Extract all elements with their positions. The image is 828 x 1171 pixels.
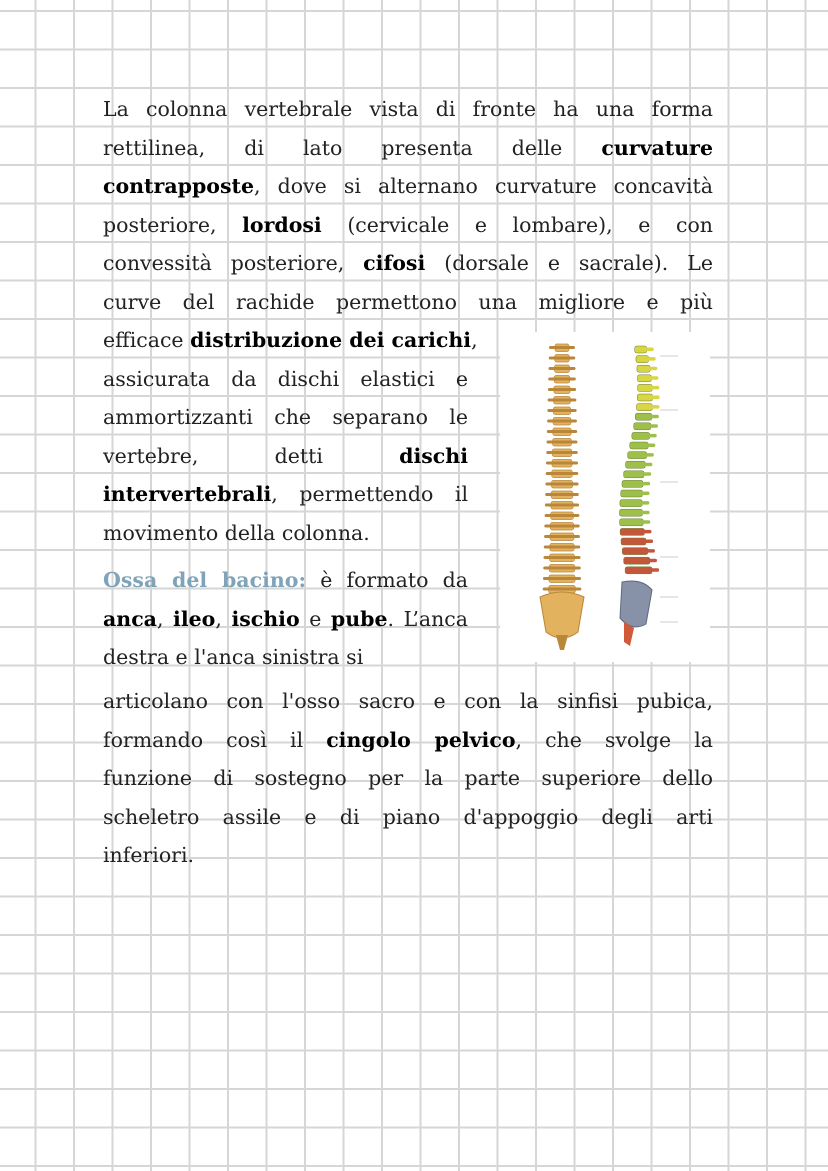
- vertebra-side: [625, 567, 652, 574]
- spinous-process: [650, 415, 659, 419]
- vertebra-side: [634, 423, 651, 430]
- spinous-process: [648, 434, 657, 438]
- vertebra-side: [624, 557, 650, 564]
- transverse-process: [543, 567, 581, 570]
- transverse-process: [544, 535, 580, 538]
- text-line: scheletro assile e di piano d'appoggio degli arti: [103, 804, 713, 829]
- spinous-process: [645, 348, 654, 352]
- text-line: posteriore, lordosi (cervicale e lombare), e con: [103, 212, 713, 237]
- side-view-spine: [620, 346, 678, 646]
- bold-term-lordosi: lordosi: [242, 212, 322, 237]
- transverse-process: [548, 399, 577, 402]
- spinous-process: [642, 472, 651, 476]
- spinous-process: [641, 482, 650, 486]
- bold-term-contrapposte: contrapposte: [103, 174, 255, 198]
- vertebra-side: [630, 442, 649, 449]
- vertebra-side: [622, 480, 643, 487]
- spinous-process: [643, 463, 652, 467]
- paragraph-spine: [103, 90, 713, 321]
- transverse-process: [546, 451, 578, 454]
- vertebra-side: [638, 384, 653, 391]
- transverse-process: [544, 546, 580, 549]
- spinous-process: [641, 520, 650, 524]
- spine-illustration-icon: [500, 332, 710, 662]
- vertebra-side: [632, 432, 650, 439]
- text-line: destra e l'anca sinistra si: [103, 645, 364, 669]
- vertebra-side: [637, 404, 653, 411]
- transverse-process: [545, 514, 580, 517]
- text-line: ammortizzanti che separano le: [103, 405, 468, 429]
- sacrum-side: [620, 581, 652, 627]
- text-line: Ossa del bacino: è formato da: [103, 568, 468, 592]
- vertebra-side: [620, 528, 644, 535]
- transverse-process: [546, 462, 578, 465]
- vertebra-side: [637, 375, 651, 382]
- transverse-process: [548, 378, 576, 381]
- sacrum: [540, 592, 584, 638]
- bold-term-anca: anca: [103, 606, 157, 631]
- transverse-process: [543, 588, 582, 591]
- bold-term-dischi: dischi: [399, 443, 468, 468]
- paragraph-pelvis: [103, 561, 468, 677]
- coccyx: [556, 635, 568, 650]
- front-view-spine: [540, 344, 584, 650]
- spinous-process: [649, 424, 658, 428]
- text-line: inferiori.: [103, 843, 195, 867]
- paragraph-spine-continued: [103, 321, 478, 552]
- text-line: vertebre, detti dischi: [103, 443, 468, 468]
- vertebra-side: [620, 500, 642, 507]
- spine-svg: [500, 332, 710, 662]
- spinous-process: [649, 376, 658, 380]
- spinous-process: [651, 396, 660, 400]
- vertebra-side: [624, 471, 644, 478]
- text-line: movimento della colonna.: [103, 520, 370, 545]
- text-line: convessità posteriore, cifosi (dorsale e sacrale). Le: [103, 251, 713, 275]
- section-heading-bacino: Ossa del bacino:: [103, 568, 307, 592]
- text-line: contrapposte, dove si alternano curvature concavità: [103, 174, 713, 198]
- text-line: formando così il cingolo pelvico, che svolge la: [103, 727, 713, 752]
- vertebra-side: [620, 519, 644, 526]
- transverse-process: [545, 504, 579, 507]
- transverse-process: [549, 357, 576, 360]
- bold-term-pube: pube: [330, 606, 388, 631]
- text-line: curve del rachide permettono una migliore e più: [103, 289, 713, 314]
- transverse-process: [544, 556, 581, 559]
- vertebra-side: [622, 548, 648, 555]
- spinous-process: [646, 444, 655, 448]
- bold-term-curvature: curvature: [601, 135, 713, 160]
- bold-term-ischio: ischio: [231, 606, 300, 631]
- text-line: intervertebrali, permettendo il: [103, 482, 468, 506]
- transverse-process: [547, 409, 576, 412]
- spinous-process: [640, 492, 649, 496]
- vertebra-side: [626, 461, 646, 468]
- spinous-process: [647, 357, 656, 361]
- vertebra-side: [621, 490, 643, 497]
- transverse-process: [547, 430, 577, 433]
- vertebra-side: [628, 452, 647, 459]
- spinous-process: [648, 559, 657, 563]
- spinous-process: [645, 453, 654, 457]
- text-line: funzione di sostegno per la parte superiore dello: [103, 766, 713, 790]
- transverse-process: [545, 493, 579, 496]
- spinous-process: [641, 511, 650, 515]
- transverse-process: [543, 577, 581, 580]
- transverse-process: [546, 472, 579, 475]
- bold-term-intervertebrali: intervertebrali: [103, 482, 272, 506]
- spinous-process: [650, 386, 659, 390]
- spinous-process: [646, 549, 655, 553]
- vertebra-side: [621, 538, 646, 545]
- text-line: articolano con l'osso sacro e con la sinfisi pubica,: [103, 689, 713, 713]
- transverse-process: [548, 388, 576, 391]
- transverse-process: [549, 346, 575, 349]
- spinous-process: [642, 530, 651, 534]
- spinous-process: [650, 405, 659, 409]
- vertebra-side: [637, 394, 652, 401]
- spinous-process: [644, 540, 653, 544]
- transverse-process: [548, 367, 575, 370]
- text-line: anca, ileo, ischio e pube. L’anca: [103, 606, 468, 631]
- transverse-process: [544, 525, 579, 528]
- transverse-process: [545, 483, 578, 486]
- bold-term-cingolo-pelvico: cingolo pelvico: [326, 727, 516, 752]
- text-line: assicurata da dischi elastici e: [103, 366, 468, 391]
- vertebra-side: [635, 413, 652, 420]
- text-line: rettilinea, di lato presenta delle curvature: [103, 135, 713, 160]
- spinous-process: [650, 568, 659, 572]
- vertebra-side: [620, 509, 643, 516]
- paragraph-pelvis-continued: [103, 682, 713, 875]
- text-line: efficace distribuzione dei carichi,: [103, 328, 478, 352]
- spinous-process: [640, 501, 649, 505]
- spinous-process: [648, 367, 657, 371]
- transverse-process: [547, 420, 577, 423]
- bold-term-distribuzione: distribuzione dei carichi: [190, 328, 472, 352]
- text-line: La colonna vertebrale vista di fronte ha una forma: [103, 97, 713, 121]
- bold-term-ileo: ileo: [173, 606, 216, 631]
- bold-term-cifosi: cifosi: [363, 251, 426, 275]
- transverse-process: [547, 441, 578, 444]
